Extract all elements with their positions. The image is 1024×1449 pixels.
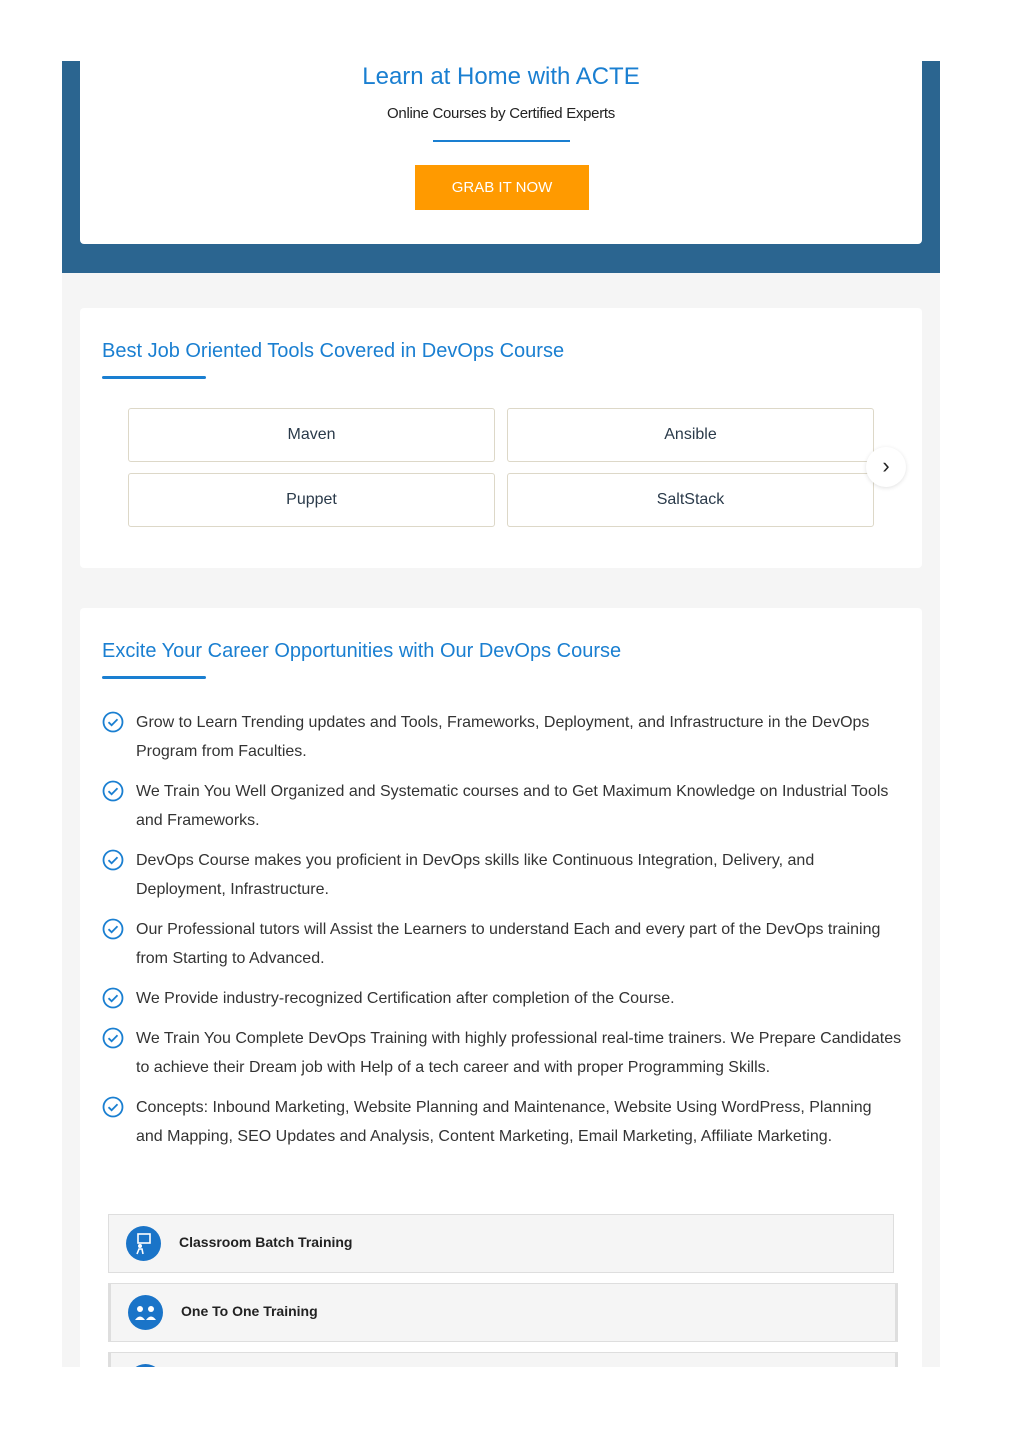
tools-title: Best Job Oriented Tools Covered in DevOps Course — [102, 340, 565, 362]
check-circle-icon — [102, 1027, 124, 1049]
career-bullet-list — [102, 708, 902, 1162]
career-bullet-text: We Provide industry-recognized Certification after completion of the Course. — [136, 990, 675, 1007]
training-mode-one-to-one[interactable] — [108, 1283, 898, 1342]
check-circle-icon — [102, 849, 124, 871]
grab-it-now-button[interactable]: GRAB IT NOW — [415, 165, 589, 210]
check-circle-icon — [102, 918, 124, 940]
tool-ansible[interactable]: Ansible — [507, 408, 874, 462]
tool-maven[interactable]: Maven — [128, 408, 495, 462]
career-bullet-text: We Train You Well Organized and Systematic courses and to Get Maximum Knowledge on Industrial Tools and Frameworks. — [136, 783, 889, 829]
page-frame — [62, 61, 940, 1367]
career-bullet-item — [102, 1024, 902, 1082]
career-bullet-item — [102, 915, 902, 973]
career-bullet-text: We Train You Complete DevOps Training with highly professional real-time trainers. We Prepare Candidates to achieve their Dream job with Help of a tech career and with proper Programming Skills. — [136, 1030, 902, 1076]
tool-saltstack[interactable]: SaltStack — [507, 473, 874, 527]
check-circle-icon — [102, 987, 124, 1009]
tool-puppet[interactable]: Puppet — [128, 473, 495, 527]
career-bullet-text: Our Professional tutors will Assist the Learners to understand Each and every part of the DevOps training from Starting to Advanced. — [136, 921, 881, 967]
check-circle-icon — [102, 1096, 124, 1118]
classroom-icon — [126, 1226, 161, 1261]
career-bullet-text: Concepts: Inbound Marketing, Website Planning and Maintenance, Website Using WordPress, Planning and Mapping, SEO Updates and Analysis, Content Marketing, Email Marketing, Affiliate Marketing. — [136, 1099, 872, 1145]
training-mode-third[interactable] — [108, 1352, 898, 1367]
hero-title: Learn at Home with ACTE — [362, 63, 640, 90]
check-circle-icon — [102, 711, 124, 733]
career-bullet-item — [102, 984, 902, 1013]
career-bullet-item — [102, 846, 902, 904]
chevron-right-icon: › — [882, 453, 890, 478]
check-circle-icon — [102, 780, 124, 802]
mode-icon — [128, 1364, 163, 1367]
tools-card — [80, 308, 922, 568]
training-mode-classroom[interactable] — [108, 1214, 894, 1273]
tools-title-underline — [102, 376, 206, 379]
career-title-underline — [102, 676, 206, 679]
hero-band — [62, 61, 940, 273]
one-to-one-icon — [128, 1295, 163, 1330]
hero-subtitle: Online Courses by Certified Experts — [387, 105, 615, 122]
hero-card — [80, 61, 922, 244]
career-bullet-text: DevOps Course makes you proficient in DevOps skills like Continuous Integration, Delivery, and Deployment, Infrastructure. — [136, 852, 815, 898]
training-mode-label: One To One Training — [181, 1303, 318, 1319]
career-bullet-text: Grow to Learn Trending updates and Tools, Frameworks, Deployment, and Infrastructure in the DevOps Program from Faculties. — [136, 714, 870, 760]
hero-divider — [433, 140, 570, 142]
career-bullet-item — [102, 777, 902, 835]
carousel-next-button[interactable] — [866, 447, 906, 487]
career-card — [80, 608, 922, 1367]
training-mode-label: Classroom Batch Training — [179, 1234, 353, 1250]
career-bullet-item — [102, 1093, 902, 1151]
career-bullet-item — [102, 708, 902, 766]
career-title: Excite Your Career Opportunities with Our DevOps Course — [102, 640, 622, 662]
